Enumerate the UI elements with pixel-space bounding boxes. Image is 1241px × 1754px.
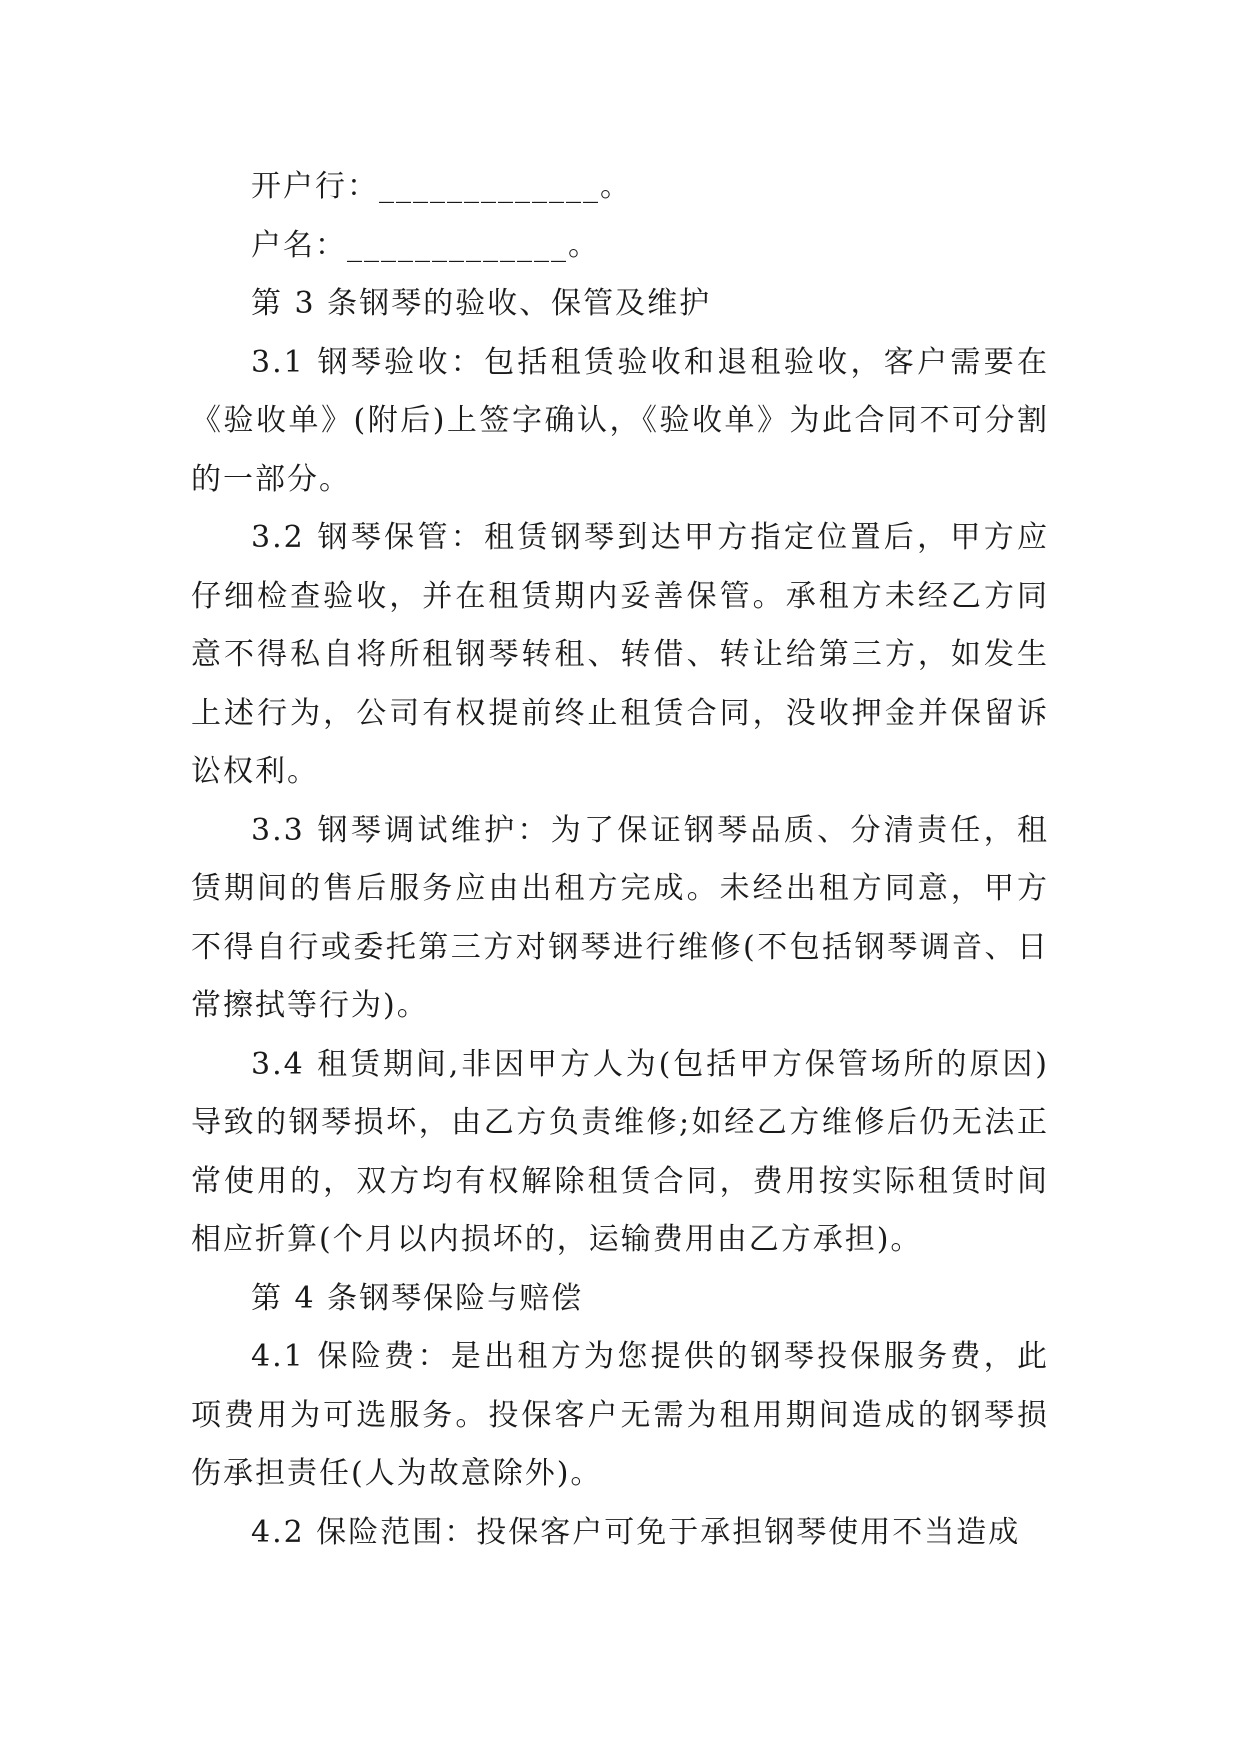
clause-3-4: 3.4 租赁期间,非因甲方人为(包括甲方保管场所的原因)导致的钢琴损坏，由乙方负责维修;如经乙方维修后仍无法正常使用的，双方均有权解除租赁合同，费用按实际租赁时间相应折算(个月以内损坏的，运输费用由乙方承担)。 bbox=[191, 1046, 1049, 1257]
clause-4-1: 4.1 保险费：是出租方为您提供的钢琴投保服务费，此项费用为可选服务。投保客户无需为租用期间造成的钢琴损伤承担责任(人为故意除外)。 bbox=[191, 1339, 1049, 1491]
bank-name-line: 开户行：_____________。 bbox=[251, 169, 632, 204]
clause-4-2: 4.2 保险范围：投保客户可免于承担钢琴使用不当造成 bbox=[251, 1514, 1021, 1550]
clause-3-3: 3.3 钢琴调试维护：为了保证钢琴品质、分清责任，租赁期间的售后服务应由出租方完成。未经出租方同意，甲方不得自行或委托第三方对钢琴进行维修(不包括钢琴调音、日常擦拭等行为)。 bbox=[191, 812, 1049, 1023]
article-3-heading: 第 3 条钢琴的验收、保管及维护 bbox=[251, 286, 712, 321]
article-4-heading: 第 4 条钢琴保险与赔偿 bbox=[251, 1280, 584, 1316]
clause-3-2: 3.2 钢琴保管：租赁钢琴到达甲方指定位置后，甲方应仔细检查验收，并在租赁期内妥善保管。承租方未经乙方同意不得私自将所租钢琴转租、转借、转让给第三方，如发生上述行为，公司有权提前终止租赁合同，没收押金并保留诉讼权利。 bbox=[191, 520, 1049, 789]
account-name-line: 户名：_____________。 bbox=[251, 227, 600, 263]
document-body bbox=[191, 158, 1049, 1562]
clause-3-1: 3.1 钢琴验收：包括租赁验收和退租验收，客户需要在《验收单》(附后)上签字确认，《验收单》为此合同不可分割的一部分。 bbox=[191, 344, 1049, 497]
